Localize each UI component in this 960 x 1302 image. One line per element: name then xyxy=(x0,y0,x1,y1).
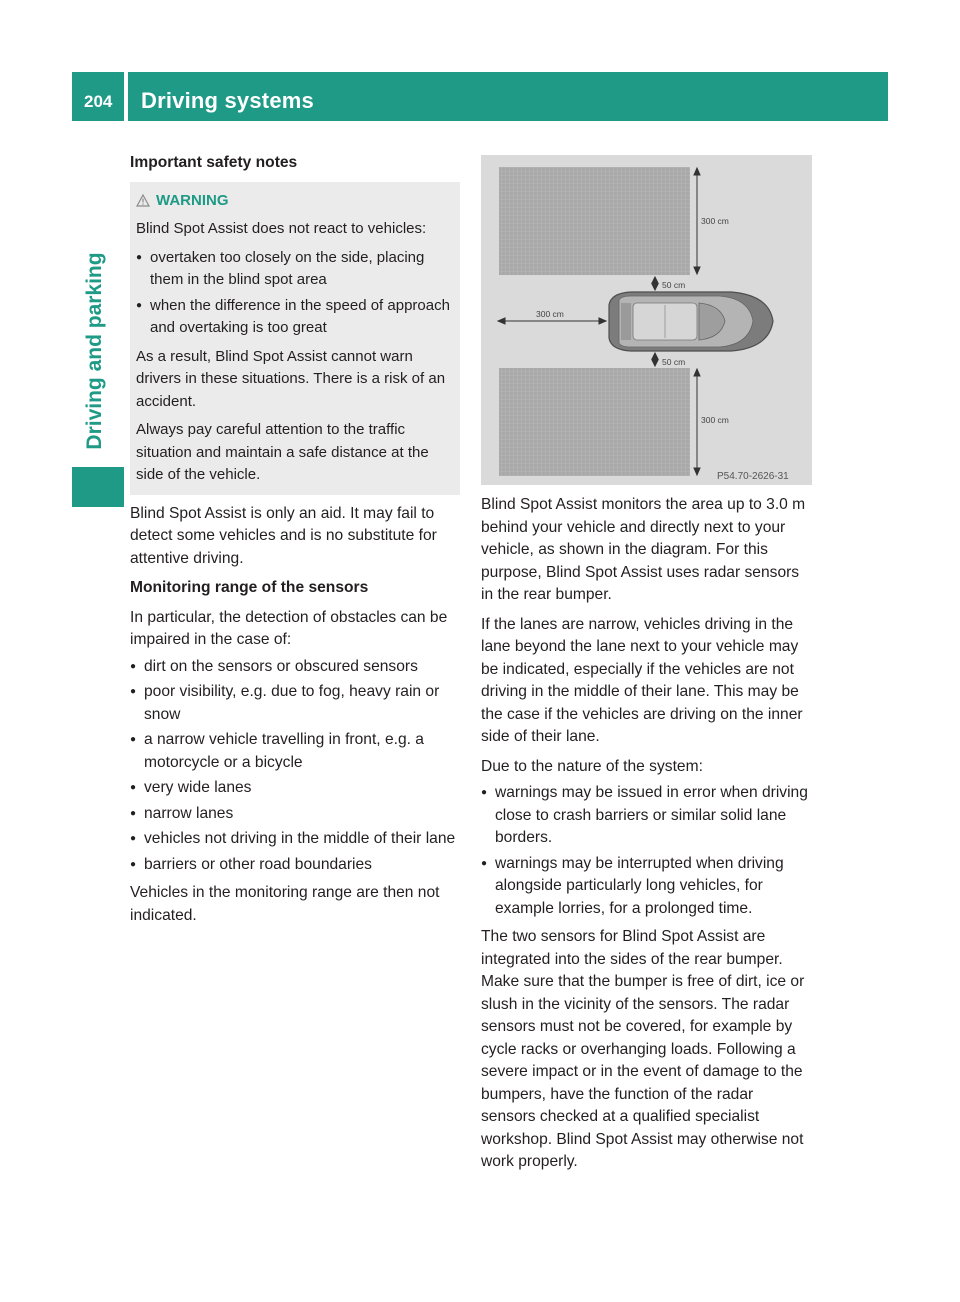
diagram-svg xyxy=(481,155,812,485)
list-item: ● dirt on the sensors or obscured sensors xyxy=(130,656,460,679)
list-item: ● very wide lanes xyxy=(130,777,460,800)
system-warning-list xyxy=(481,782,812,920)
warning-title-text: WARNING xyxy=(156,191,229,209)
impairment-list xyxy=(130,656,460,877)
list-item: ● poor visibility, e.g. due to fog, heavy rain or snow xyxy=(130,681,460,726)
sensor-paragraph: The two sensors for Blind Spot Assist are integrated into the sides of the rear bumper. Make sure that the bumper is free of dirt, ice or slush in the vicinity of the sensors. The radar sensors must not be covered, for example by cycle racks or overhanging loads. Following a severe impact or in the event of damage to the bumpers, have the function of the radar sensors checked at a qualified specialist workshop. Blind Spot Assist may otherwise not work properly. xyxy=(481,928,805,1170)
page-number: 204 xyxy=(84,92,113,111)
warning-list xyxy=(136,247,454,340)
list-item: ● a narrow vehicle travelling in front, e.g. a motorcycle or a bicycle xyxy=(130,729,460,774)
warning-advice: Always pay careful attention to the traffic situation and maintain a safe distance at the side of the vehicle. xyxy=(136,421,429,483)
list-item: ● warnings may be interrupted when driving alongside particularly long vehicles, for example lorries, for a prolonged time. xyxy=(481,853,812,921)
list-item: ● overtaken too closely on the side, placing them in the blind spot area xyxy=(136,247,454,292)
label-rear-300: 300 cm xyxy=(536,309,564,319)
upper-monitoring-zone xyxy=(499,167,690,275)
list-item: ● warnings may be issued in error when driving close to crash barriers or similar solid lane borders. xyxy=(481,782,812,850)
label-gap-bottom-50: 50 cm xyxy=(662,357,686,367)
safety-heading: Important safety notes xyxy=(130,154,298,171)
chapter-tab xyxy=(80,246,110,456)
label-top-300: 300 cm xyxy=(701,216,729,226)
warning-title xyxy=(136,190,454,213)
narrow-lanes-paragraph: If the lanes are narrow, vehicles driving in the lane beyond the lane next to your vehicle may be indicated, especially if the vehicles are not driving in the middle of their lane. This may be the case if the vehicles are driving on the inner side of their lane. xyxy=(481,615,803,745)
warning-box xyxy=(130,182,460,495)
chapter-marker xyxy=(72,467,124,507)
list-item: ● vehicles not driving in the middle of their lane xyxy=(130,828,460,851)
list-item: ● narrow lanes xyxy=(130,803,460,826)
left-column xyxy=(130,152,460,934)
system-nature-intro: Due to the nature of the system: xyxy=(481,757,703,775)
right-column xyxy=(481,494,812,1181)
closing-paragraph: Vehicles in the monitoring range are then not indicated. xyxy=(130,884,440,924)
monitoring-heading: Monitoring range of the sensors xyxy=(130,579,369,596)
figure-code: P54.70-2626-31 xyxy=(717,471,789,482)
lower-monitoring-zone xyxy=(499,368,690,476)
warning-icon xyxy=(136,194,150,207)
monitoring-range-diagram xyxy=(481,155,812,485)
list-item: ● barriers or other road boundaries xyxy=(130,854,460,877)
warning-consequence: As a result, Blind Spot Assist cannot warn drivers in these situations. There is a risk of an accident. xyxy=(136,347,446,410)
chapter-tab-label: Driving and parking xyxy=(83,252,106,450)
label-bottom-300: 300 cm xyxy=(701,415,729,425)
aid-paragraph: Blind Spot Assist is only an aid. It may fail to detect some vehicles and is no substitute for attentive driving. xyxy=(130,504,437,567)
section-title: Driving systems xyxy=(141,88,314,113)
warning-intro: Blind Spot Assist does not react to vehicles: xyxy=(136,220,427,237)
list-item: ● when the difference in the speed of approach and overtaking is too great xyxy=(136,295,454,340)
car-icon xyxy=(609,292,773,351)
label-gap-top-50: 50 cm xyxy=(662,280,686,290)
monitoring-paragraph: Blind Spot Assist monitors the area up to 3.0 m behind your vehicle and directly next to your vehicle, as shown in the diagram. For this purpose, Blind Spot Assist uses radar sensors in the rear bumper. xyxy=(481,496,806,603)
monitoring-intro: In particular, the detection of obstacles can be impaired in the case of: xyxy=(130,608,448,648)
